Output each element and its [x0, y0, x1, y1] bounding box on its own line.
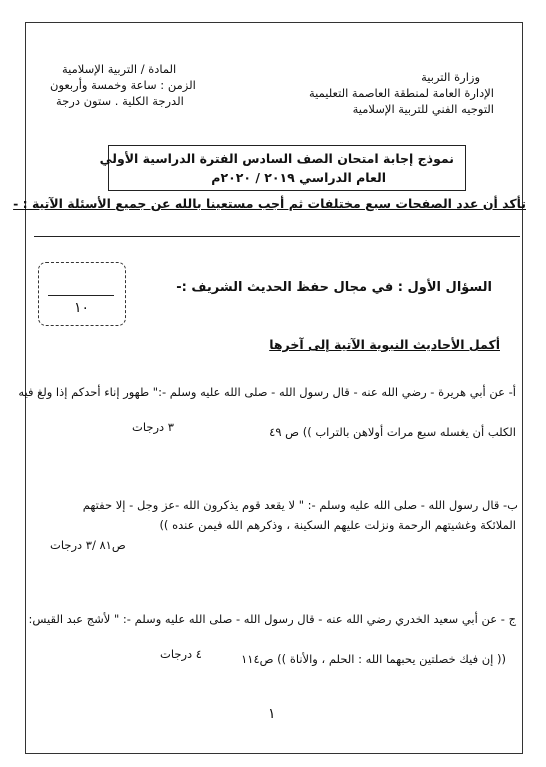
hadith-a-line1: أ- عن أبي هريرة - رضي الله عنه - قال رسول الله - صلى الله عليه وسلم -:" طهور إناء أحدكم إذا ولغ فيه [18, 385, 516, 399]
separator-line [34, 236, 520, 237]
score-value: ١٠ [74, 300, 90, 316]
ministry-name: وزارة التربية [421, 70, 480, 84]
duration-label: الزمن : ساعة وخمسة وأربعون [50, 78, 196, 92]
department-name: التوجيه الفني للتربية الإسلامية [352, 102, 494, 116]
instructions: تأكد أن عدد الصفحات سبع مختلفات ثم أجب مستعينا بالله عن جميع الأسئلة الآتية : - [13, 196, 526, 211]
hadith-a-marks: ٣ درجات [132, 420, 174, 434]
hadith-b-marks: ص٨١ /٣ درجات [50, 538, 126, 552]
total-marks-label: الدرجة الكلية . ستون درجة [56, 94, 184, 108]
question-subheading: أكمل الأحاديث النبوية الآتية إلى آخرها [269, 337, 500, 352]
hadith-b-line1: ب- قال رسول الله - صلى الله عليه وسلم -: " لا يقعد قوم يذكرون الله -عز وجل - إلا حفتهم [82, 498, 518, 512]
page-number: ١ [268, 706, 276, 722]
exam-title: نموذج إجابة امتحان الصف السادس الفترة الدراسية الأولي [99, 151, 454, 166]
district-name: الإدارة العامة لمنطقة العاصمة التعليمية [309, 86, 494, 100]
score-box [38, 262, 126, 326]
hadith-c-marks: ٤ درجات [160, 647, 202, 661]
hadith-c-line2: (( إن فيك خصلتين يحبهما الله : الحلم ، والأناة )) ص١١٤ [241, 652, 506, 666]
hadith-c-line1: ج - عن أبي سعيد الخدري رضي الله عنه - قال رسول الله - صلى الله عليه وسلم -: " لأشج عبد القيس: [28, 612, 516, 626]
score-divider [48, 295, 114, 296]
academic-year: العام الدراسي ٢٠١٩ / ٢٠٢٠م [211, 170, 386, 185]
hadith-b-line2: الملائكة وغشيتهم الرحمة ونزلت عليهم السكينة ، وذكرهم الله فيمن عنده )) [159, 518, 516, 532]
subject-label: المادة / التربية الإسلامية [62, 62, 177, 76]
hadith-a-line2: الكلب أن يغسله سبع مرات أولاهن بالتراب )) ص ٤٩ [269, 425, 516, 439]
question-heading: السؤال الأول : في مجال حفظ الحديث الشريف :- [176, 280, 492, 295]
